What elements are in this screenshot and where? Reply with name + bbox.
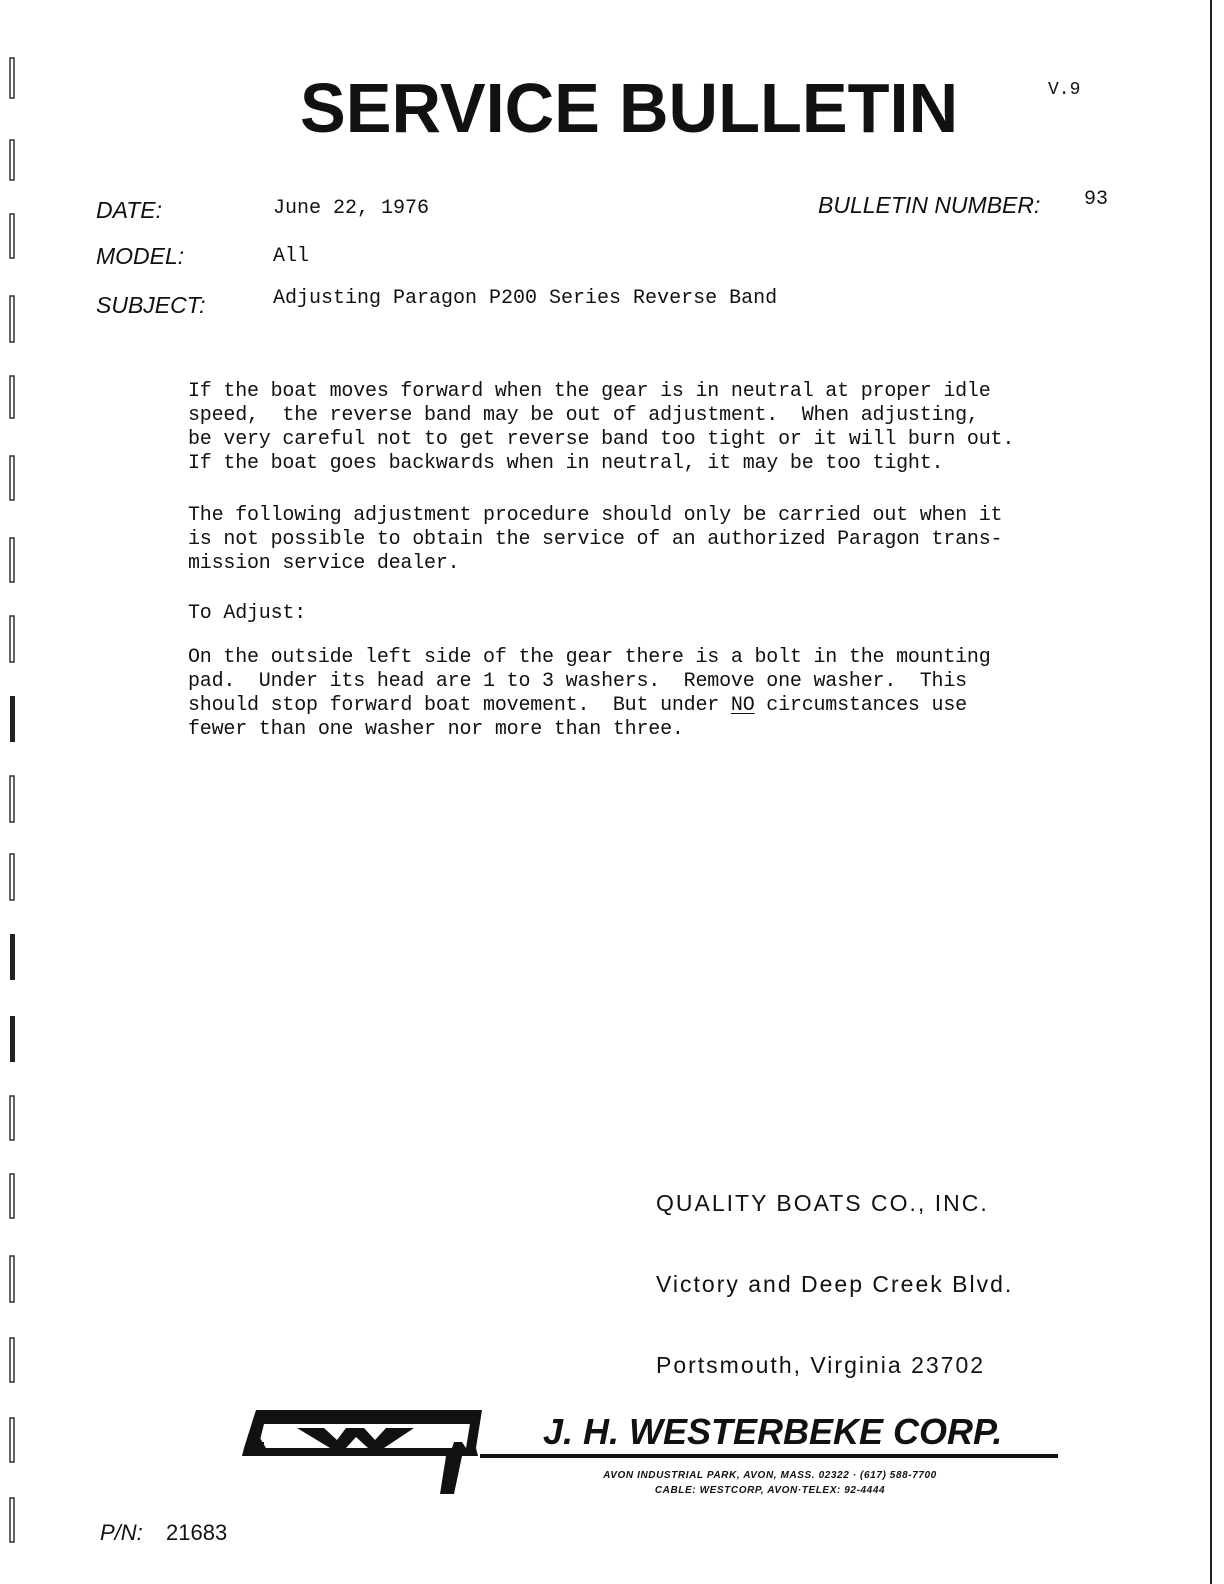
paragraph-4 — [188, 646, 1048, 742]
page-right-edge — [1210, 0, 1212, 1584]
corp-name: J. H. WESTERBEKE CORP. — [543, 1411, 1003, 1452]
company-name: QUALITY BOATS CO., INC. — [656, 1190, 989, 1216]
paragraph-3: To Adjust: — [188, 602, 307, 625]
paragraph-1: If the boat moves forward when the gear is in neutral at proper idle speed, the reverse band may be out of adjustment. When adjusting, be very careful not to get reverse band too tight or it will burn out. If the boat goes backwards when in neutral, it may be too tight. — [188, 380, 1015, 475]
corp-rule — [480, 1454, 1058, 1458]
company-street: Victory and Deep Creek Blvd. — [656, 1271, 1014, 1297]
paragraph-4-text-b: circumstances use fewer than one washer nor more than three. — [188, 694, 967, 741]
bulletin-number-label: BULLETIN NUMBER: — [818, 192, 1041, 218]
binder-edge-marks — [0, 0, 30, 1584]
date-value: June 22, 1976 — [273, 197, 430, 220]
version-label: V.9 — [1048, 80, 1081, 100]
subject-value: Adjusting Paragon P200 Series Reverse Band — [273, 287, 778, 310]
model-value: All — [273, 245, 310, 268]
westerbeke-w-logo-icon — [242, 1404, 492, 1498]
bulletin-number-value: 93 — [1084, 188, 1109, 211]
paragraph-4-text-a: On the outside left side of the gear there is a bolt in the mounting pad. Under its head are 1 to 3 washers. Remove one washer. This should stop forward boat movement. But under — [188, 646, 991, 717]
corp-address — [540, 1468, 1000, 1498]
bulletin-title: SERVICE BULLETIN — [300, 69, 959, 147]
model-label: MODEL: — [96, 243, 185, 269]
date-label: DATE: — [96, 197, 163, 223]
paragraph-2: The following adjustment procedure should only be carried out when it is not possible to obtain the service of an authorized Paragon trans- mission service dealer. — [188, 504, 1003, 575]
company-block — [656, 1136, 1013, 1406]
subject-label: SUBJECT: — [96, 292, 206, 318]
emphasis-no: NO — [730, 694, 755, 717]
part-number-value: 21683 — [166, 1520, 228, 1545]
part-number-label: P/N: — [100, 1520, 143, 1545]
corp-address-line-1: AVON INDUSTRIAL PARK, AVON, MASS. 02322 · (617) 588-7700 — [603, 1470, 937, 1481]
corp-address-line-2: CABLE: WESTCORP, AVON·TELEX: 92-4444 — [654, 1485, 886, 1496]
company-city: Portsmouth, Virginia 23702 — [656, 1352, 986, 1378]
